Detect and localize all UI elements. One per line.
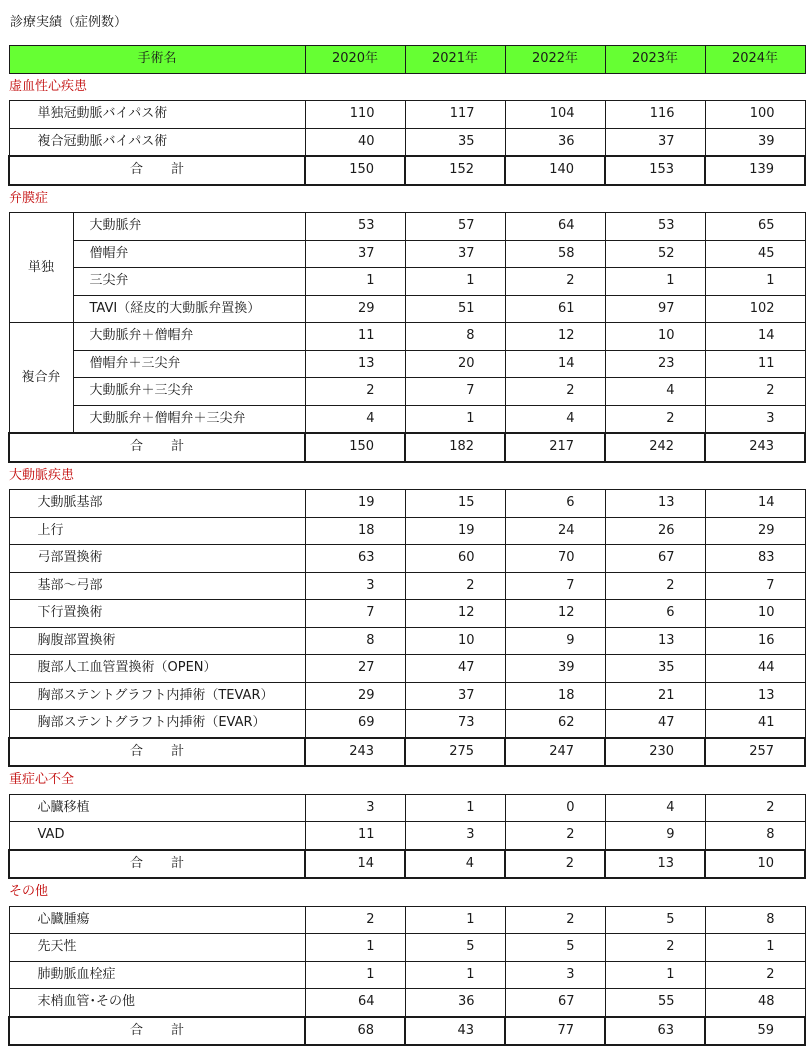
cell-value: 20: [405, 350, 505, 378]
table-row: [9, 295, 805, 323]
cell-value: 37: [305, 240, 405, 268]
group-label: 単独: [9, 213, 73, 323]
cell-value: 9: [605, 822, 705, 850]
row-label: 腹部人工血管置換術（OPEN）: [9, 655, 305, 683]
table-row: [9, 101, 805, 129]
header-procedure: 手術名: [9, 46, 305, 74]
total-label: 合 計: [9, 850, 305, 879]
cell-value: 153: [605, 156, 705, 185]
category-title: 虚血性心疾患: [9, 73, 805, 101]
cell-value: 1: [605, 961, 705, 989]
cell-value: 11: [305, 323, 405, 351]
table-row: [9, 378, 805, 406]
cell-value: 2: [605, 572, 705, 600]
table-row: [9, 240, 805, 268]
category-row-heart_failure: [9, 766, 805, 794]
row-label: TAVI（経皮的大動脈弁置換）: [73, 295, 305, 323]
row-label: 胸部ステントグラフト内挿術（EVAR）: [9, 710, 305, 738]
row-label: 基部～弓部: [9, 572, 305, 600]
cell-value: 70: [505, 545, 605, 573]
header-year: 2020年: [305, 46, 405, 74]
cell-value: 19: [305, 490, 405, 518]
cell-value: 63: [305, 545, 405, 573]
cell-value: 1: [305, 934, 405, 962]
total-row-aortic: [9, 738, 805, 767]
cell-value: 39: [505, 655, 605, 683]
group-label: 複合弁: [9, 323, 73, 434]
table-row: [9, 906, 805, 934]
table-row: [9, 405, 805, 433]
table-row: [9, 323, 805, 351]
cell-value: 67: [505, 989, 605, 1017]
cell-value: 2: [605, 934, 705, 962]
row-label: 心臓腫瘍: [9, 906, 305, 934]
cell-value: 39: [705, 128, 805, 156]
cell-value: 11: [705, 350, 805, 378]
cell-value: 13: [305, 350, 405, 378]
cell-value: 35: [605, 655, 705, 683]
table-row: [9, 627, 805, 655]
cell-value: 29: [305, 682, 405, 710]
cell-value: 6: [505, 490, 605, 518]
row-label: 胸腹部置換術: [9, 627, 305, 655]
cell-value: 117: [405, 101, 505, 129]
cell-value: 24: [505, 517, 605, 545]
category-row-ischemic: [9, 73, 805, 101]
cell-value: 4: [305, 405, 405, 433]
cell-value: 19: [405, 517, 505, 545]
cell-value: 1: [705, 268, 805, 296]
cell-value: 14: [305, 850, 405, 879]
cell-value: 21: [605, 682, 705, 710]
cell-value: 1: [405, 268, 505, 296]
cell-value: 67: [605, 545, 705, 573]
cell-value: 97: [605, 295, 705, 323]
cell-value: 11: [305, 822, 405, 850]
cell-value: 4: [605, 794, 705, 822]
cell-value: 8: [705, 906, 805, 934]
cell-value: 68: [305, 1017, 405, 1046]
row-label: 下行置換術: [9, 600, 305, 628]
cell-value: 27: [305, 655, 405, 683]
row-label: 大動脈弁＋僧帽弁: [73, 323, 305, 351]
cell-value: 29: [305, 295, 405, 323]
row-label: 上行: [9, 517, 305, 545]
cell-value: 3: [505, 961, 605, 989]
cell-value: 10: [605, 323, 705, 351]
cell-value: 48: [705, 989, 805, 1017]
cell-value: 23: [605, 350, 705, 378]
cell-value: 5: [505, 934, 605, 962]
table-row: [9, 268, 805, 296]
cell-value: 10: [705, 850, 805, 879]
category-title: 重症心不全: [9, 766, 805, 794]
cell-value: 5: [405, 934, 505, 962]
cell-value: 2: [505, 850, 605, 879]
cell-value: 43: [405, 1017, 505, 1046]
cell-value: 47: [405, 655, 505, 683]
total-row-heart_failure: [9, 850, 805, 879]
cell-value: 2: [705, 961, 805, 989]
cell-value: 104: [505, 101, 605, 129]
cell-value: 37: [405, 240, 505, 268]
cell-value: 2: [505, 268, 605, 296]
table-row: [9, 517, 805, 545]
cell-value: 3: [305, 572, 405, 600]
cell-value: 13: [605, 490, 705, 518]
cell-value: 13: [705, 682, 805, 710]
cell-value: 243: [705, 433, 805, 462]
table-row: [9, 682, 805, 710]
cell-value: 7: [305, 600, 405, 628]
cell-value: 10: [405, 627, 505, 655]
cell-value: 44: [705, 655, 805, 683]
cell-value: 69: [305, 710, 405, 738]
cell-value: 14: [705, 490, 805, 518]
cell-value: 9: [505, 627, 605, 655]
table-row: [9, 934, 805, 962]
cell-value: 26: [605, 517, 705, 545]
cell-value: 57: [405, 213, 505, 241]
category-title: 大動脈疾患: [9, 462, 805, 490]
total-row-ischemic: [9, 156, 805, 185]
cell-value: 5: [605, 906, 705, 934]
row-label: 大動脈弁: [73, 213, 305, 241]
cell-value: 8: [305, 627, 405, 655]
cell-value: 150: [305, 156, 405, 185]
cell-value: 2: [605, 405, 705, 433]
cell-value: 7: [405, 378, 505, 406]
cell-value: 37: [605, 128, 705, 156]
header-year: 2021年: [405, 46, 505, 74]
table-row: [9, 655, 805, 683]
cell-value: 58: [505, 240, 605, 268]
row-label: 単独冠動脈バイパス術: [9, 101, 305, 129]
category-row-other: [9, 878, 805, 906]
cell-value: 4: [405, 850, 505, 879]
cell-value: 77: [505, 1017, 605, 1046]
cell-value: 139: [705, 156, 805, 185]
cell-value: 1: [405, 794, 505, 822]
cell-value: 13: [605, 850, 705, 879]
cell-value: 59: [705, 1017, 805, 1046]
cell-value: 1: [305, 268, 405, 296]
cell-value: 40: [305, 128, 405, 156]
cell-value: 64: [505, 213, 605, 241]
cell-value: 100: [705, 101, 805, 129]
cell-value: 150: [305, 433, 405, 462]
surgery-results-table: [8, 45, 806, 1046]
row-label: 複合冠動脈バイパス術: [9, 128, 305, 156]
category-title: その他: [9, 878, 805, 906]
cell-value: 37: [405, 682, 505, 710]
total-row-other: [9, 1017, 805, 1046]
cell-value: 18: [305, 517, 405, 545]
cell-value: 217: [505, 433, 605, 462]
cell-value: 15: [405, 490, 505, 518]
cell-value: 55: [605, 989, 705, 1017]
cell-value: 83: [705, 545, 805, 573]
cell-value: 2: [705, 794, 805, 822]
cell-value: 140: [505, 156, 605, 185]
total-label: 合 計: [9, 738, 305, 767]
cell-value: 257: [705, 738, 805, 767]
table-row: [9, 213, 805, 241]
cell-value: 14: [705, 323, 805, 351]
cell-value: 12: [505, 323, 605, 351]
cell-value: 275: [405, 738, 505, 767]
cell-value: 8: [405, 323, 505, 351]
cell-value: 12: [505, 600, 605, 628]
cell-value: 4: [605, 378, 705, 406]
category-title: 弁膜症: [9, 185, 805, 213]
cell-value: 2: [505, 378, 605, 406]
cell-value: 1: [405, 961, 505, 989]
cell-value: 116: [605, 101, 705, 129]
total-label: 合 計: [9, 1017, 305, 1046]
cell-value: 52: [605, 240, 705, 268]
cell-value: 63: [605, 1017, 705, 1046]
cell-value: 2: [505, 822, 605, 850]
table-row: [9, 350, 805, 378]
table-row: [9, 490, 805, 518]
cell-value: 2: [405, 572, 505, 600]
cell-value: 4: [505, 405, 605, 433]
header-year: 2022年: [505, 46, 605, 74]
cell-value: 47: [605, 710, 705, 738]
cell-value: 0: [505, 794, 605, 822]
cell-value: 242: [605, 433, 705, 462]
row-label: 心臓移植: [9, 794, 305, 822]
table-row: [9, 572, 805, 600]
header-year: 2024年: [705, 46, 805, 74]
row-label: 胸部ステントグラフト内挿術（TEVAR）: [9, 682, 305, 710]
table-row: [9, 822, 805, 850]
cell-value: 45: [705, 240, 805, 268]
page-title: 診療実績（症例数）: [10, 15, 128, 30]
cell-value: 35: [405, 128, 505, 156]
row-label: 弓部置換術: [9, 545, 305, 573]
cell-value: 13: [605, 627, 705, 655]
cell-value: 1: [705, 934, 805, 962]
table-header-row: [9, 46, 805, 74]
cell-value: 36: [505, 128, 605, 156]
row-label: 末梢血管･その他: [9, 989, 305, 1017]
cell-value: 73: [405, 710, 505, 738]
cell-value: 1: [305, 961, 405, 989]
row-label: VAD: [9, 822, 305, 850]
cell-value: 1: [405, 906, 505, 934]
cell-value: 102: [705, 295, 805, 323]
table-row: [9, 128, 805, 156]
cell-value: 10: [705, 600, 805, 628]
cell-value: 2: [705, 378, 805, 406]
cell-value: 18: [505, 682, 605, 710]
header-year: 2023年: [605, 46, 705, 74]
cell-value: 65: [705, 213, 805, 241]
row-label: 先天性: [9, 934, 305, 962]
cell-value: 61: [505, 295, 605, 323]
cell-value: 7: [505, 572, 605, 600]
cell-value: 7: [705, 572, 805, 600]
cell-value: 2: [505, 906, 605, 934]
cell-value: 152: [405, 156, 505, 185]
table-row: [9, 989, 805, 1017]
cell-value: 51: [405, 295, 505, 323]
cell-value: 2: [305, 906, 405, 934]
cell-value: 6: [605, 600, 705, 628]
cell-value: 3: [305, 794, 405, 822]
total-row-valvular: [9, 433, 805, 462]
table-row: [9, 600, 805, 628]
cell-value: 64: [305, 989, 405, 1017]
category-row-valvular: [9, 185, 805, 213]
cell-value: 29: [705, 517, 805, 545]
row-label: 大動脈弁＋僧帽弁＋三尖弁: [73, 405, 305, 433]
row-label: 三尖弁: [73, 268, 305, 296]
row-label: 僧帽弁＋三尖弁: [73, 350, 305, 378]
cell-value: 14: [505, 350, 605, 378]
cell-value: 2: [305, 378, 405, 406]
cell-value: 110: [305, 101, 405, 129]
cell-value: 182: [405, 433, 505, 462]
total-label: 合 計: [9, 156, 305, 185]
cell-value: 62: [505, 710, 605, 738]
cell-value: 230: [605, 738, 705, 767]
cell-value: 247: [505, 738, 605, 767]
cell-value: 16: [705, 627, 805, 655]
cell-value: 8: [705, 822, 805, 850]
row-label: 僧帽弁: [73, 240, 305, 268]
category-row-aortic: [9, 462, 805, 490]
table-row: [9, 710, 805, 738]
cell-value: 53: [605, 213, 705, 241]
table-row: [9, 545, 805, 573]
table-row: [9, 961, 805, 989]
cell-value: 1: [605, 268, 705, 296]
cell-value: 3: [405, 822, 505, 850]
cell-value: 12: [405, 600, 505, 628]
total-label: 合 計: [9, 433, 305, 462]
cell-value: 243: [305, 738, 405, 767]
row-label: 大動脈弁＋三尖弁: [73, 378, 305, 406]
row-label: 肺動脈血栓症: [9, 961, 305, 989]
cell-value: 3: [705, 405, 805, 433]
table-row: [9, 794, 805, 822]
cell-value: 1: [405, 405, 505, 433]
cell-value: 41: [705, 710, 805, 738]
cell-value: 53: [305, 213, 405, 241]
row-label: 大動脈基部: [9, 490, 305, 518]
cell-value: 60: [405, 545, 505, 573]
cell-value: 36: [405, 989, 505, 1017]
